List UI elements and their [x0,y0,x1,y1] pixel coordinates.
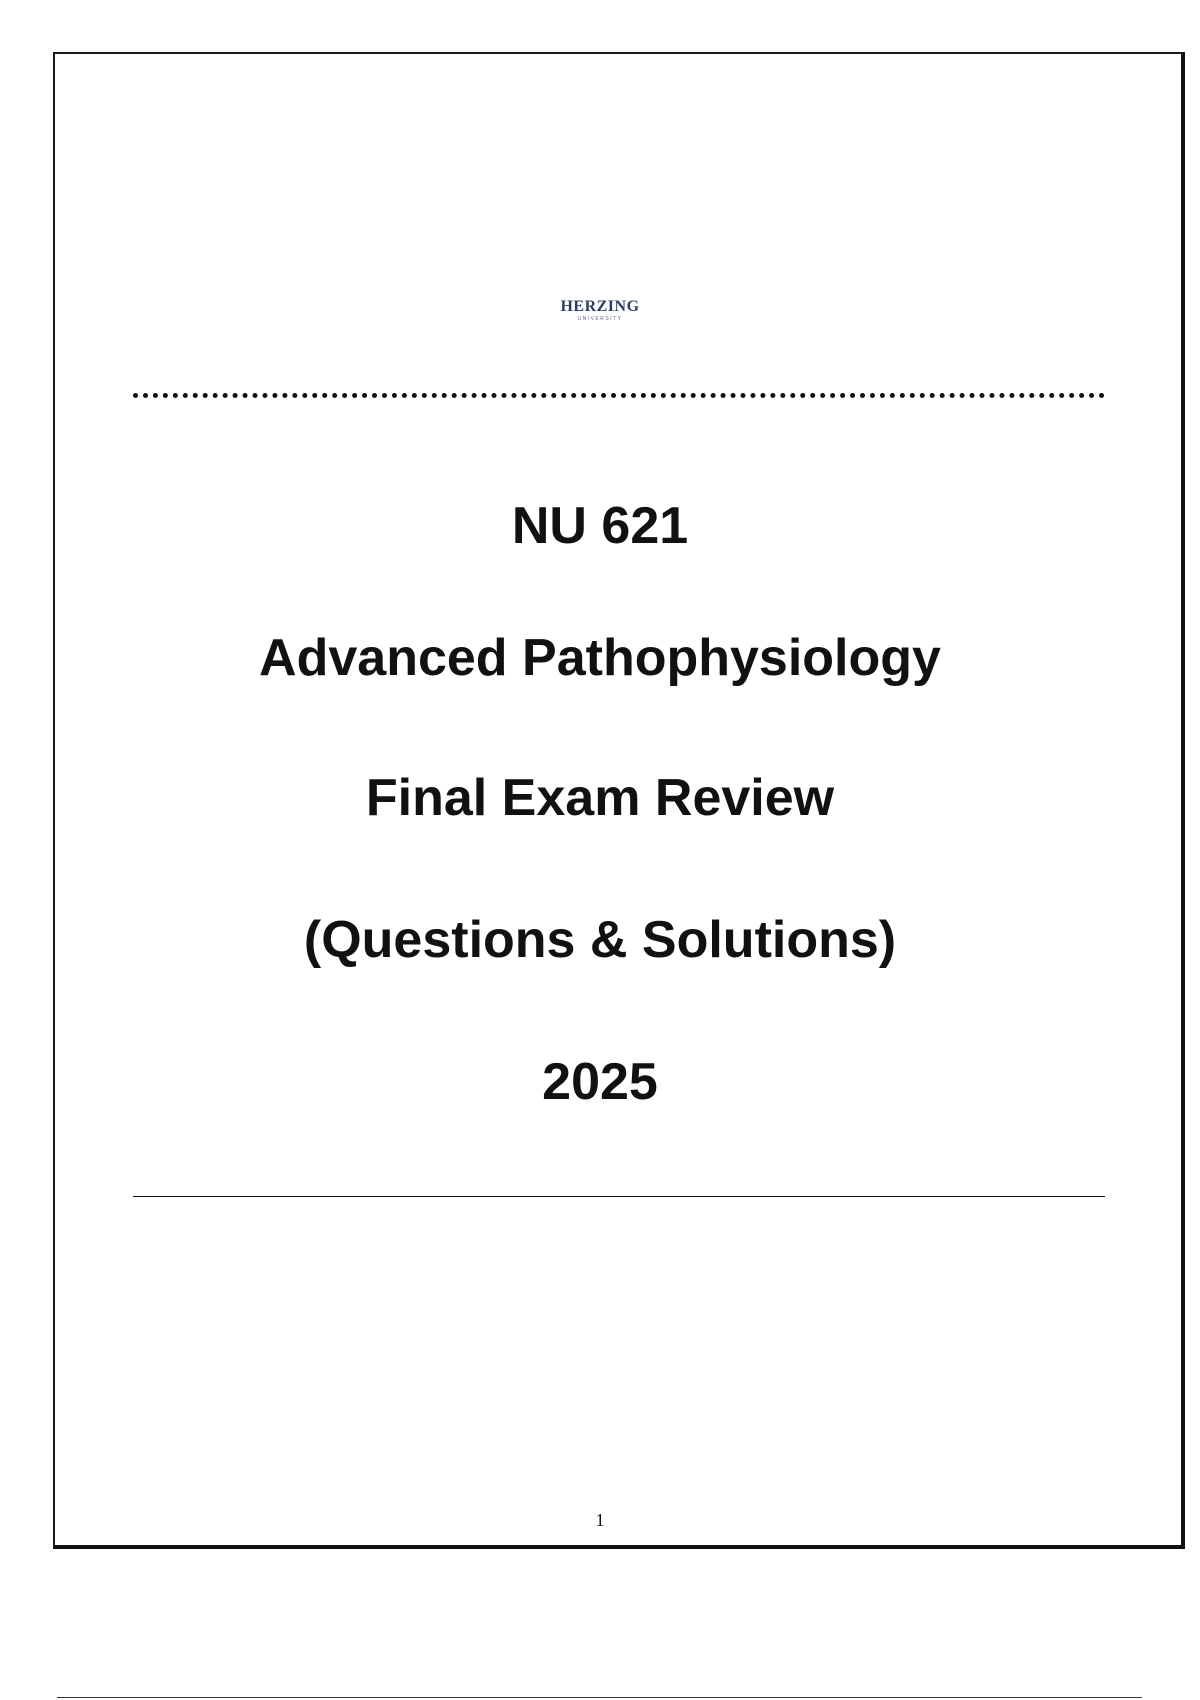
document-type: Final Exam Review [365,769,835,827]
page-number: 1 [595,1510,605,1530]
logo-subtitle: UNIVERSITY [577,316,623,322]
course-code: NU 621 [511,497,689,555]
university-logo [0,298,1200,323]
next-page-edge-rule [57,1697,1142,1698]
logo-wordmark: HERZING [560,298,640,315]
solid-divider [133,1196,1105,1197]
document-subtitle: (Questions & Solutions) [303,911,897,969]
dotted-divider [133,393,1105,398]
course-title: Advanced Pathophysiology [259,629,941,687]
document-year: 2025 [542,1053,658,1111]
